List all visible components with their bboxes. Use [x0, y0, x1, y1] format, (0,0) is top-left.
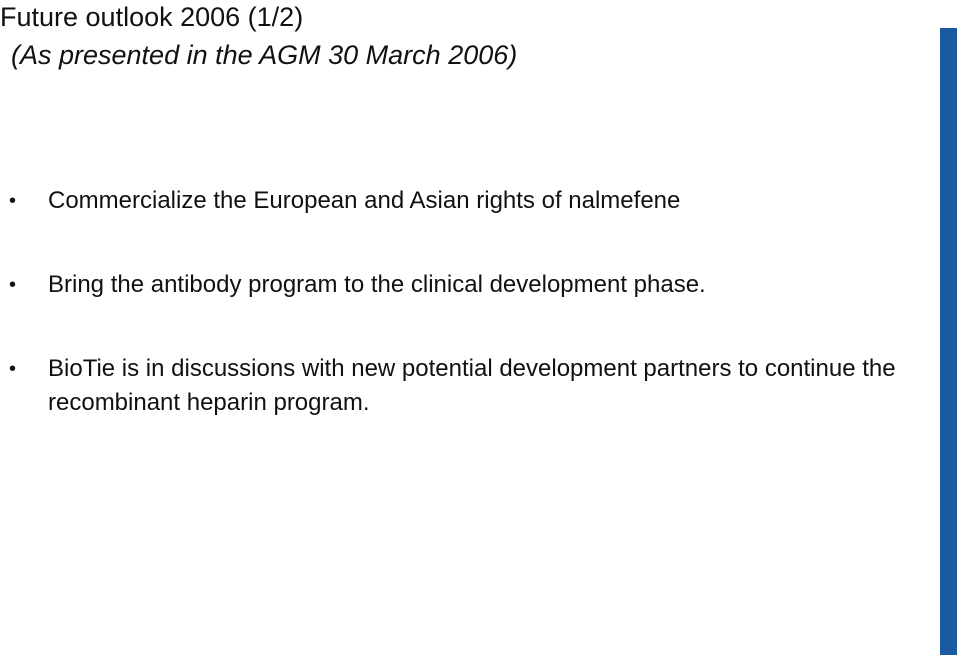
slide-subtitle: (As presented in the AGM 30 March 2006) — [11, 40, 518, 70]
bullet-text: Bring the antibody program to the clinical development phase. — [48, 271, 706, 298]
bullet-marker: • — [9, 190, 17, 212]
accent-side-bar — [940, 28, 957, 655]
slide-title: Future outlook 2006 (1/2) — [0, 2, 304, 32]
bullet-text: BioTie is in discussions with new potential development partners to continue the recombinant heparin program. — [48, 355, 896, 416]
bullet-text: Commercialize the European and Asian rights of nalmefene — [48, 187, 681, 214]
bullet-marker: • — [9, 274, 17, 296]
bullet-marker: • — [9, 358, 17, 380]
